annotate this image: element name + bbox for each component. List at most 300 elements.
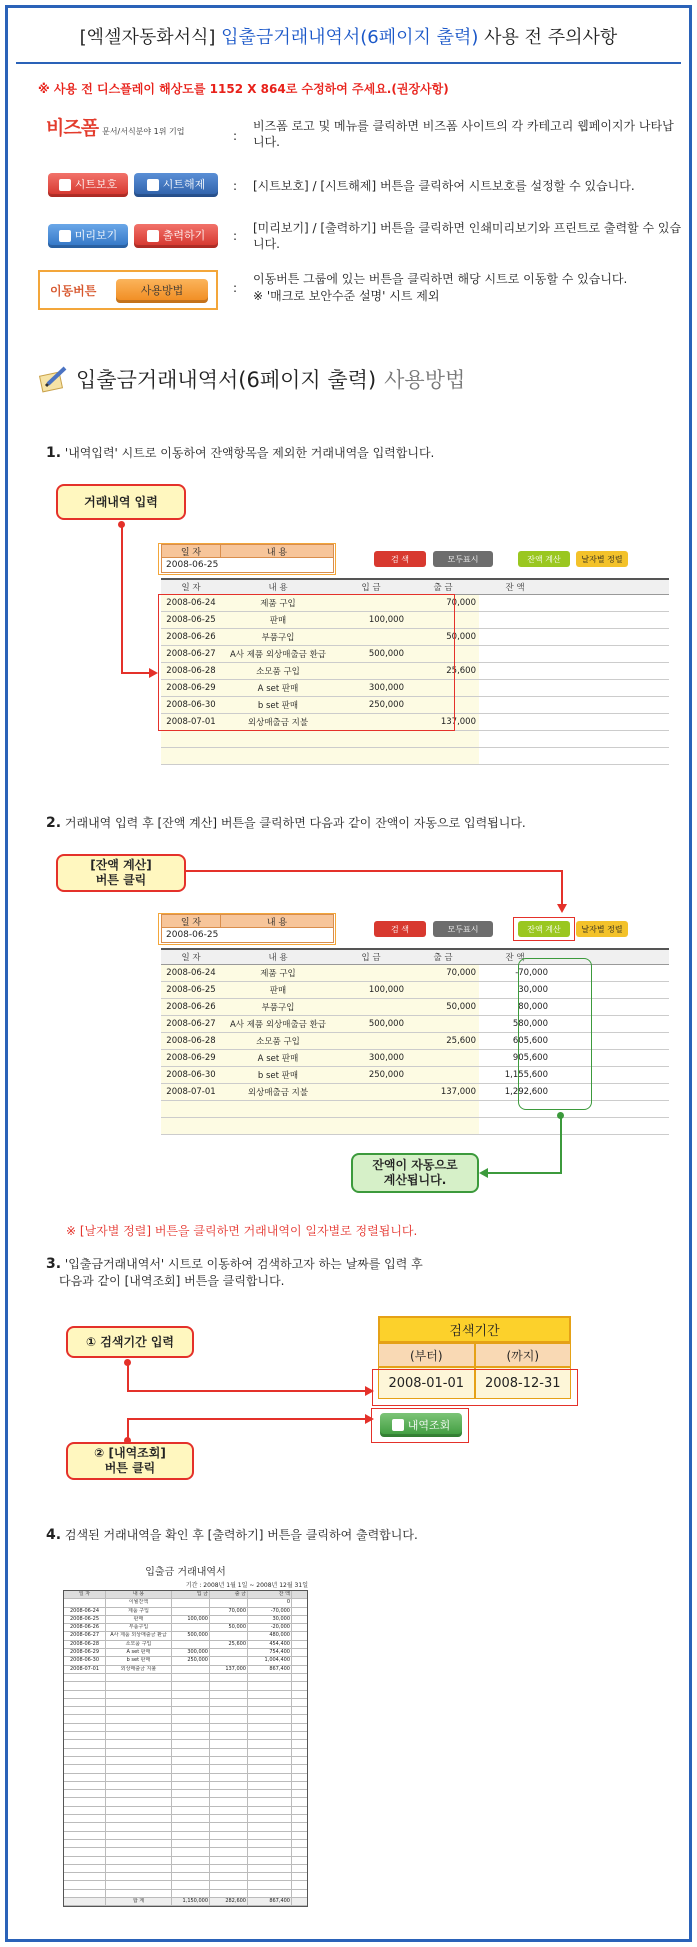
print-cell: 250,000 (172, 1657, 210, 1664)
print-cell: b set 판매 (106, 1657, 172, 1664)
print-cell (172, 1724, 210, 1731)
cell-date: 2008-07-01 (161, 713, 221, 730)
print-cell (106, 1691, 172, 1698)
print-cell (248, 1740, 292, 1747)
cell-date: 2008-06-24 (161, 594, 221, 611)
print-cell (210, 1840, 248, 1847)
resolution-warning: ※ 사용 전 디스플레이 해상도를 1152 X 864로 수정하여 주세요.(권장사항) (38, 82, 449, 96)
sheet-sort-button[interactable]: 날자별 정렬 (576, 551, 628, 567)
print-cell (210, 1699, 248, 1706)
print-cell (248, 1798, 292, 1805)
cell-balance: 80,000 (479, 998, 551, 1015)
print-button[interactable]: 출력하기 (134, 224, 218, 248)
query-button[interactable]: 내역조회 (380, 1413, 462, 1437)
bizforms-logo-sub: 문서/서식분야 1위 기업 (102, 127, 185, 136)
cell-desc: 외상매출금 지불 (221, 1083, 335, 1100)
page-frame (5, 5, 692, 1942)
sheet-head-date: 일 자 (161, 914, 221, 928)
print-cell (106, 1757, 172, 1764)
print-cell (172, 1807, 210, 1814)
print-total-row (64, 1898, 307, 1906)
cell-date: 2008-06-28 (161, 662, 221, 679)
cell-extra (551, 628, 669, 645)
print-empty-row (64, 1798, 307, 1806)
preview-button[interactable]: 미리보기 (48, 224, 128, 248)
sheet-col-header: 일 자 (161, 949, 221, 964)
print-empty-row (64, 1732, 307, 1740)
sheet-showall-button[interactable]: 모두표시 (433, 921, 493, 937)
print-cell: 480,000 (248, 1632, 292, 1639)
cell-desc: 판매 (221, 981, 335, 998)
print-cell (64, 1749, 106, 1756)
sheet-grid (161, 948, 669, 1135)
bizforms-logo-text: 비즈폼 (46, 117, 99, 139)
print-row (64, 1641, 307, 1649)
print-cell (210, 1649, 248, 1656)
print-cell (210, 1682, 248, 1689)
cell-out: 137,000 (407, 713, 479, 730)
print-cell (172, 1674, 210, 1681)
print-empty-row (64, 1765, 307, 1773)
highlight-calc-button (513, 917, 575, 941)
print-cell (64, 1715, 106, 1722)
cell-balance (479, 696, 551, 713)
sheet-col-header: 입 금 (335, 949, 407, 964)
callout-auto-calc: 잔액이 자동으로 계산됩니다. (351, 1153, 479, 1193)
cell-empty (551, 747, 669, 764)
highlight-date-entry (158, 913, 336, 945)
period-from-label: (부터) (378, 1343, 475, 1367)
print-cell (248, 1757, 292, 1764)
print-cell (172, 1682, 210, 1689)
print-cell (172, 1774, 210, 1781)
table-row (161, 964, 669, 981)
print-cell (64, 1765, 106, 1772)
print-cell: 137,000 (210, 1666, 248, 1673)
print-cell (172, 1890, 210, 1897)
bizforms-note-text: 비즈폼 로고 및 메뉴를 클릭하면 비즈폼 사이트의 각 카테고리 웹페이지가 나타납니다. (253, 119, 674, 149)
cell-empty (221, 730, 335, 747)
cell-extra (551, 645, 669, 662)
cell-date: 2008-06-27 (161, 1015, 221, 1032)
cell-extra (551, 662, 669, 679)
usage-method-button[interactable]: 사용방법 (116, 279, 208, 303)
cell-desc: 외상매출금 지불 (221, 713, 335, 730)
period-from-input[interactable]: 2008-01-01 (378, 1367, 475, 1399)
print-cell (64, 1857, 106, 1864)
header-divider (16, 62, 681, 64)
highlight-rows (158, 594, 455, 731)
print-cell (210, 1707, 248, 1714)
cell-in: 250,000 (335, 696, 407, 713)
cell-empty (479, 747, 551, 764)
cell-desc: 제품 구입 (221, 964, 335, 981)
cell-in (335, 1032, 407, 1049)
print-cell (64, 1898, 106, 1905)
print-cell (210, 1632, 248, 1639)
cell-extra (551, 713, 669, 730)
print-cell (172, 1740, 210, 1747)
print-cell (210, 1674, 248, 1681)
usage-title (38, 364, 465, 394)
cell-empty (221, 1100, 335, 1117)
cell-desc: 부품구입 (221, 628, 335, 645)
print-cell (106, 1699, 172, 1706)
print-cell (106, 1857, 172, 1864)
print-cell (64, 1740, 106, 1747)
cell-empty (479, 730, 551, 747)
print-cell: 판매 (106, 1616, 172, 1623)
print-header-row (64, 1591, 307, 1599)
print-cell (64, 1832, 106, 1839)
print-cell (172, 1707, 210, 1714)
print-cell: 부품구입 (106, 1624, 172, 1631)
sheet-col-extra (551, 579, 669, 594)
print-cell (210, 1832, 248, 1839)
print-cell (172, 1666, 210, 1673)
print-cell (210, 1765, 248, 1772)
print-cell: 2008-06-29 (64, 1649, 106, 1656)
sheet-col-header: 입 금 (335, 579, 407, 594)
print-cell (106, 1774, 172, 1781)
cell-date: 2008-06-27 (161, 645, 221, 662)
print-cell (172, 1823, 210, 1830)
print-cell (172, 1624, 210, 1631)
print-cell (106, 1707, 172, 1714)
sheet-head-desc: 내 용 (220, 544, 334, 558)
period-to-input[interactable]: 2008-12-31 (475, 1367, 572, 1399)
cell-empty (551, 730, 669, 747)
print-cell (248, 1807, 292, 1814)
print-cell (106, 1840, 172, 1847)
print-cell (210, 1865, 248, 1872)
print-cell (106, 1724, 172, 1731)
print-cell (210, 1599, 248, 1606)
cell-desc: A set 판매 (221, 679, 335, 696)
print-cell (64, 1815, 106, 1822)
cell-out (407, 1066, 479, 1083)
move-note-text: 이동버튼 그룹에 있는 버튼을 클릭하면 해당 시트로 이동할 수 있습니다. (253, 272, 628, 286)
print-cell: 2008-06-28 (64, 1641, 106, 1648)
sheet-calc-button[interactable]: 잔액 계산 (518, 921, 570, 937)
sheet-showall-button[interactable]: 모두표시 (433, 551, 493, 567)
sheet-col-header: 출 금 (407, 949, 479, 964)
cell-empty (407, 747, 479, 764)
print-cell (210, 1815, 248, 1822)
sheet-input-2 (161, 914, 671, 1134)
print-cell (210, 1798, 248, 1805)
print-cell (172, 1765, 210, 1772)
sheet-sort-button[interactable]: 날자별 정렬 (576, 921, 628, 937)
cell-date: 2008-06-25 (161, 611, 221, 628)
bizforms-logo[interactable] (46, 117, 185, 140)
print-cell (248, 1790, 292, 1797)
print-cell (64, 1774, 106, 1781)
print-empty-row (64, 1757, 307, 1765)
cell-out: 50,000 (407, 998, 479, 1015)
cell-desc: 제품 구입 (221, 594, 335, 611)
sheet-date-input[interactable]: 2008-06-25 (161, 557, 334, 573)
print-cell (172, 1840, 210, 1847)
print-cell: 282,600 (210, 1898, 248, 1905)
cell-out: 137,000 (407, 1083, 479, 1100)
print-cell (172, 1832, 210, 1839)
print-cell: 867,400 (248, 1666, 292, 1673)
print-cell (248, 1682, 292, 1689)
usage-title-sub: 사용방법 (384, 368, 466, 392)
print-cell (106, 1807, 172, 1814)
cell-empty (551, 1117, 669, 1134)
print-cell: 합 계 (106, 1898, 172, 1905)
cell-balance: 580,000 (479, 1015, 551, 1032)
preview-icon (59, 230, 71, 242)
print-cell (172, 1798, 210, 1805)
print-cell (106, 1823, 172, 1830)
print-empty-row (64, 1815, 307, 1823)
print-cell (248, 1707, 292, 1714)
step-2-text: 거래내역 입력 후 [잔액 계산] 버튼을 클릭하면 다음과 같이 잔액이 자동으로 입력됩니다. (64, 816, 526, 830)
print-cell (64, 1691, 106, 1698)
cell-date: 2008-06-26 (161, 628, 221, 645)
cell-balance (479, 645, 551, 662)
cell-in: 100,000 (335, 981, 407, 998)
print-cell (64, 1732, 106, 1739)
print-cell: 867,400 (248, 1898, 292, 1905)
print-empty-row (64, 1840, 307, 1848)
cell-desc: 소모품 구입 (221, 662, 335, 679)
print-empty-row (64, 1740, 307, 1748)
print-cell (210, 1857, 248, 1864)
print-cell: -70,000 (248, 1608, 292, 1615)
move-group-label: 이동버튼 (50, 284, 97, 298)
lock-icon (59, 179, 71, 191)
print-cell: 2008-06-25 (64, 1616, 106, 1623)
print-cell (106, 1890, 172, 1897)
cell-out: 70,000 (407, 594, 479, 611)
print-cell (172, 1749, 210, 1756)
step-4-text: 검색된 거래내역을 확인 후 [출력하기] 버튼을 클릭하여 출력합니다. (64, 1528, 418, 1542)
print-cell (210, 1732, 248, 1739)
document-icon (392, 1419, 404, 1431)
print-cell (106, 1782, 172, 1789)
cell-desc: 판매 (221, 611, 335, 628)
print-cell (64, 1599, 106, 1606)
sheet-col-header: 출 금 (407, 579, 479, 594)
print-row (64, 1624, 307, 1632)
print-cell (210, 1724, 248, 1731)
cell-date: 2008-07-01 (161, 1083, 221, 1100)
print-preview-page (63, 1563, 308, 1923)
print-cell: 2008-06-30 (64, 1657, 106, 1664)
print-cell: 500,000 (172, 1632, 210, 1639)
print-cell: 100,000 (172, 1616, 210, 1623)
print-row (64, 1666, 307, 1674)
print-title: 입출금 거래내역서 (145, 1567, 226, 1578)
print-cell (210, 1890, 248, 1897)
sheet-calc-button[interactable]: 잔액 계산 (518, 551, 570, 567)
print-cell: 2008-06-27 (64, 1632, 106, 1639)
print-cell (106, 1732, 172, 1739)
cell-empty (221, 747, 335, 764)
cell-out (407, 1049, 479, 1066)
print-cell (248, 1749, 292, 1756)
cell-date: 2008-06-24 (161, 964, 221, 981)
print-cell: 1,150,000 (172, 1898, 210, 1905)
sheet-col-header: 내 용 (221, 949, 335, 964)
print-cell (172, 1757, 210, 1764)
print-row (64, 1608, 307, 1616)
step-4: 4. 검색된 거래내역을 확인 후 [출력하기] 버튼을 클릭하여 출력합니다. (46, 1527, 418, 1543)
page-header (8, 8, 689, 64)
print-empty-row (64, 1707, 307, 1715)
step-2: 2. 거래내역 입력 후 [잔액 계산] 버튼을 클릭하면 다음과 같이 잔액이 자동으로 입력됩니다. (46, 815, 526, 831)
sheet-date-input[interactable]: 2008-06-25 (161, 927, 334, 943)
header-prefix: [엑셀자동화서식] (79, 27, 216, 48)
cell-empty (161, 747, 221, 764)
cell-balance: 1,292,600 (479, 1083, 551, 1100)
cell-balance (479, 679, 551, 696)
sheet-search-button[interactable]: 검 색 (374, 921, 426, 937)
print-cell (172, 1790, 210, 1797)
print-cell: 제품 구입 (106, 1608, 172, 1615)
print-cell (210, 1873, 248, 1880)
print-cell (106, 1740, 172, 1747)
print-cell (248, 1691, 292, 1698)
sheet-head-desc: 내 용 (220, 914, 334, 928)
sort-note: ※ [날자별 정렬] 버튼을 클릭하면 거래내역이 일자별로 정렬됩니다. (66, 1224, 418, 1238)
print-cell (210, 1657, 248, 1664)
cell-empty (335, 730, 407, 747)
print-cell (248, 1865, 292, 1872)
print-cell (106, 1832, 172, 1839)
pencil-note-icon (38, 365, 68, 393)
print-cell: 70,000 (210, 1608, 248, 1615)
cell-balance: 605,600 (479, 1032, 551, 1049)
print-cell (210, 1790, 248, 1797)
print-row (64, 1649, 307, 1657)
print-empty-row (64, 1865, 307, 1873)
cell-in (335, 964, 407, 981)
print-grid (63, 1590, 308, 1907)
cell-in (335, 998, 407, 1015)
print-cell (64, 1823, 106, 1830)
print-cell (64, 1757, 106, 1764)
cell-in: 500,000 (335, 645, 407, 662)
print-empty-row (64, 1749, 307, 1757)
cell-empty (335, 747, 407, 764)
cell-date: 2008-06-29 (161, 679, 221, 696)
step-1: 1. '내역입력' 시트로 이동하여 잔액항목을 제외한 거래내역을 입력합니다. (46, 445, 435, 461)
print-cell (172, 1873, 210, 1880)
print-empty-row (64, 1823, 307, 1831)
step-1-text: '내역입력' 시트로 이동하여 잔액항목을 제외한 거래내역을 입력합니다. (64, 446, 435, 460)
cell-in: 300,000 (335, 679, 407, 696)
print-empty-row (64, 1674, 307, 1682)
print-cell: 내 용 (106, 1591, 172, 1598)
print-cell (248, 1699, 292, 1706)
cell-extra (551, 611, 669, 628)
print-cell (210, 1823, 248, 1830)
step-3-text2: 다음과 같이 [내역조회] 버튼을 클릭합니다. (59, 1274, 285, 1288)
note-move: 이동버튼 사용방법 : 이동버튼 그룹에 있는 버튼을 클릭하면 해당 시트로 이동할 수 있습니다. ※ '매크로 보안수준 설명' 시트 제외 (38, 270, 678, 314)
print-empty-row (64, 1807, 307, 1815)
protect-note-text: [시트보호] / [시트해제] 버튼을 클릭하여 시트보호를 설정할 수 있습니다. (253, 179, 635, 193)
print-cell (248, 1840, 292, 1847)
print-period: 기간 : 2008년 1월 1일 ~ 2008년 12월 31일 (185, 1582, 308, 1589)
sheet-unprotect-button[interactable]: 시트해제 (134, 173, 218, 197)
cell-empty (335, 1117, 407, 1134)
print-cell (64, 1881, 106, 1888)
print-cell: 30,000 (248, 1616, 292, 1623)
move-note-text2: ※ '매크로 보안수준 설명' 시트 제외 (253, 289, 440, 303)
print-cell (64, 1890, 106, 1897)
print-empty-row (64, 1682, 307, 1690)
print-cell (64, 1807, 106, 1814)
cell-empty (407, 1117, 479, 1134)
print-cell: 300,000 (172, 1649, 210, 1656)
print-cell: A set 판매 (106, 1649, 172, 1656)
print-cell (106, 1873, 172, 1880)
cell-balance: -70,000 (479, 964, 551, 981)
cell-empty (335, 1100, 407, 1117)
print-cell (172, 1691, 210, 1698)
cell-balance (479, 611, 551, 628)
print-cell (172, 1848, 210, 1855)
print-cell (172, 1608, 210, 1615)
sheet-search-button[interactable]: 검 색 (374, 551, 426, 567)
print-cell (210, 1807, 248, 1814)
table-row (161, 1083, 669, 1100)
cell-extra (551, 679, 669, 696)
print-cell (210, 1757, 248, 1764)
print-empty-row (64, 1691, 307, 1699)
step-3: 3. '입출금거래내역서' 시트로 이동하여 검색하고자 하는 날짜를 입력 후 다음과 같이 [내역조회] 버튼을 클릭합니다. (46, 1256, 423, 1288)
print-cell (106, 1674, 172, 1681)
print-row (64, 1616, 307, 1624)
print-cell (64, 1865, 106, 1872)
print-cell (106, 1749, 172, 1756)
table-row-empty (161, 1117, 669, 1134)
print-cell (106, 1715, 172, 1722)
sheet-col-header: 잔 액 (479, 579, 551, 594)
print-cell (248, 1890, 292, 1897)
print-cell: 25,600 (210, 1641, 248, 1648)
sheet-protect-button[interactable]: 시트보호 (48, 173, 128, 197)
print-cell (248, 1782, 292, 1789)
cell-date: 2008-06-30 (161, 696, 221, 713)
print-cell (64, 1707, 106, 1714)
print-cell: A사 제품 외상매출금 환급 (106, 1632, 172, 1639)
highlight-date-entry (158, 543, 336, 575)
print-cell (64, 1848, 106, 1855)
print-cell (172, 1715, 210, 1722)
print-cell (64, 1840, 106, 1847)
print-cell: 소모품 구입 (106, 1641, 172, 1648)
cell-extra (551, 594, 669, 611)
print-empty-row (64, 1857, 307, 1865)
cell-in: 500,000 (335, 1015, 407, 1032)
callout-query: ② [내역조회] 버튼 클릭 (66, 1442, 194, 1480)
print-cell (248, 1674, 292, 1681)
sheet-input-1 (161, 544, 671, 764)
print-cell (210, 1848, 248, 1855)
sheet-col-header: 잔 액 (479, 949, 551, 964)
cell-in (335, 1083, 407, 1100)
header-suffix: 사용 전 주의사항 (484, 27, 618, 48)
print-empty-row (64, 1832, 307, 1840)
usage-title-main: 입출금거래내역서(6페이지 출력) (76, 368, 377, 392)
cell-empty (407, 730, 479, 747)
